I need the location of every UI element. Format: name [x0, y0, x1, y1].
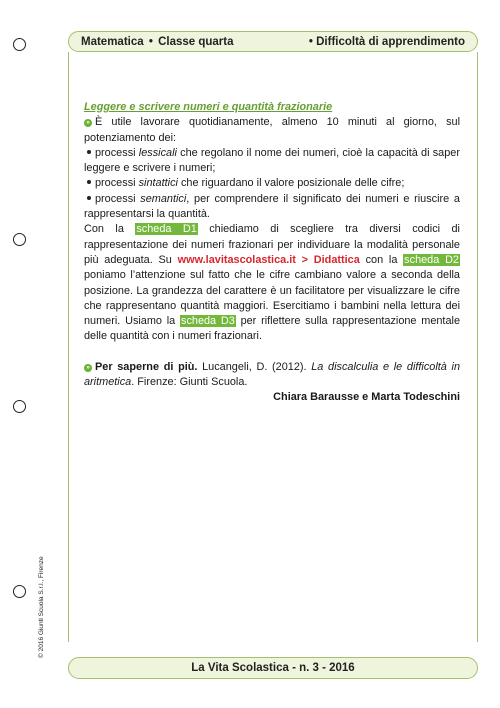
website-link[interactable]: www.lavitascolastica.it > Didattica: [177, 253, 360, 266]
para-text: chiediamo di scegliere tra diversi codici di rappresentazione dei numeri frazionari per individuare la modalità personale più adeguata. Su: [84, 223, 460, 266]
bullet-pre: processi: [95, 146, 139, 159]
scheda-d2-tag: scheda D2: [404, 253, 459, 266]
scheda-d3-tag: scheda D3: [181, 315, 235, 328]
para-text: con la: [359, 253, 404, 266]
binder-hole-2: [13, 233, 26, 246]
article-title: [84, 100, 460, 115]
page-footer: [68, 657, 478, 679]
para-text: Con la: [84, 223, 136, 236]
header-topic: Difficoltà di apprendimento: [316, 35, 465, 48]
header-class: Classe quarta: [158, 35, 234, 48]
bullet-post: che riguardano il valore posizionale delle cifre;: [177, 177, 405, 190]
page-header: [68, 31, 478, 52]
main-paragraph: [84, 222, 460, 344]
arrow-bullet-icon: »: [84, 364, 92, 372]
bullet-item-lessicali: [84, 146, 460, 177]
bullet-item-semantici: [84, 192, 460, 223]
article-body: [84, 100, 460, 406]
author-signature: Chiara Barausse e Marta Todeschini: [273, 391, 460, 404]
header-separator: •: [148, 35, 153, 48]
bullet-emphasis: semantici: [140, 192, 187, 205]
intro-text: È utile lavorare quotidianamente, almeno 10 minuti al giorno, sul potenziamento dei:: [84, 116, 460, 144]
dot-bullet-icon: [87, 150, 91, 154]
dot-bullet-icon: [87, 180, 91, 184]
para-text: per riflettere sulla rappresentazione mentale delle quantità con i numeri frazionari.: [84, 315, 460, 343]
reference-author: Lucangeli, D. (2012).: [197, 360, 312, 373]
bullet-emphasis: lessicali: [138, 146, 177, 159]
binder-hole-4: [13, 585, 26, 598]
bullet-post: , per comprendere il significato dei numeri e riuscire a rappresentarsi la quantità.: [84, 192, 460, 221]
header-separator-2: •: [308, 35, 313, 48]
reference-book-title: La discalculia e le difficoltà in aritmetica: [84, 360, 461, 389]
copyright-note: © 2016 Giunti Scuola S.r.l., Firenze: [38, 556, 45, 658]
footer-text: La Vita Scolastica - n. 3 - 2016: [191, 662, 355, 674]
binder-hole-3: [13, 400, 26, 413]
bullet-emphasis: sintattici: [138, 177, 178, 190]
scheda-d1-tag: scheda D1: [136, 223, 197, 236]
binder-hole-1: [13, 38, 26, 51]
para-text: poniamo l’attenzione sul fatto che le cifre cambiano valore a seconda della posizione. La grandezza del carattere è un facilitatore per visualizzare le cifre che rappresentano quantità maggiori. Esercitiamo i bambini nella lettura dei numeri. Usiamo la: [84, 269, 460, 328]
reference-publisher: . Firenze: Giunti Scuola.: [131, 376, 248, 389]
intro-paragraph: [84, 115, 460, 146]
article-title-text: Leggere e scrivere numeri e quantità frazionarie: [84, 101, 333, 113]
header-subject: Matematica: [81, 35, 144, 48]
bullet-pre: processi: [95, 192, 141, 205]
more-info-label: Per saperne di più.: [95, 360, 198, 373]
header-right: [309, 36, 465, 48]
bullet-item-sintattici: [84, 176, 460, 191]
dot-bullet-icon: [87, 196, 91, 200]
arrow-bullet-icon: »: [84, 119, 92, 127]
bullet-post: che regolano il nome dei numeri, cioè la capacità di saper leggere e scrivere i numeri;: [84, 146, 460, 175]
more-info-paragraph: [84, 360, 460, 391]
bullet-pre: processi: [95, 177, 139, 190]
header-left: [81, 36, 234, 48]
